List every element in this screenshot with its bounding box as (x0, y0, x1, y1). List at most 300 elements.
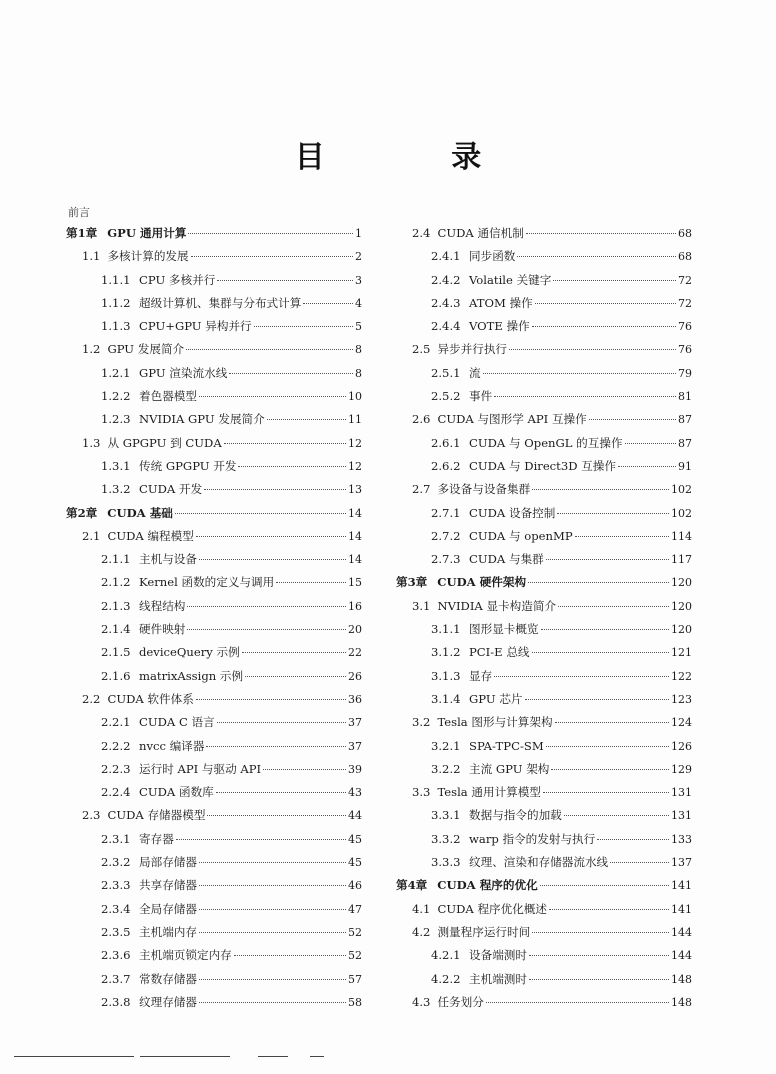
toc-entry-page: 102 (671, 506, 692, 520)
toc-entry-number: 1.1 (82, 249, 101, 264)
toc-entry-title: 测量程序运行时间 (437, 924, 531, 939)
toc-leader-dots (553, 280, 676, 281)
toc-entry-number: 3.1.3 (431, 668, 461, 683)
toc-entry-page: 10 (348, 390, 362, 404)
toc-entry-page: 148 (671, 995, 692, 1009)
toc-entry (396, 735, 692, 758)
toc-entry-title: Kernel 函数的定义与调用 (139, 575, 275, 590)
toc-leader-dots (526, 233, 676, 234)
toc-entry-number: 2.4.2 (431, 272, 461, 287)
toc-entry-page: 120 (671, 576, 692, 590)
toc-entry-number: 4.1 (412, 901, 431, 916)
toc-entry-page: 20 (348, 623, 362, 637)
toc-entry-title: CUDA 存储器模型 (107, 808, 206, 823)
toc-entry (66, 525, 362, 548)
toc-entry-title: 纹理存储器 (139, 994, 197, 1009)
toc-leader-dots (532, 652, 669, 653)
toc-leader-dots (216, 792, 346, 793)
toc-leader-dots (486, 1002, 669, 1003)
toc-leader-dots (204, 489, 346, 490)
toc-entry-title: NVIDIA GPU 发展简介 (139, 412, 265, 427)
toc-entry (396, 502, 692, 525)
toc-entry (66, 338, 362, 361)
toc-entry-page: 52 (348, 925, 362, 939)
toc-leader-dots (546, 746, 669, 747)
toc-entry-title: CUDA 程序优化概述 (437, 901, 548, 916)
toc-leader-dots (191, 256, 353, 257)
toc-entry (396, 595, 692, 618)
toc-entry-title: 传统 GPGPU 开发 (139, 458, 237, 473)
toc-entry-page: 76 (678, 343, 692, 357)
toc-entry-page: 122 (671, 669, 692, 683)
toc-entry-number: 2.6 (412, 412, 431, 427)
toc-entry-page: 46 (348, 879, 362, 893)
toc-leader-dots (175, 513, 346, 514)
toc-leader-dots (186, 349, 353, 350)
toc-entry-title: 设备端测时 (469, 948, 527, 963)
toc-left-column (66, 222, 362, 1014)
toc-entry-page: 52 (348, 949, 362, 963)
toc-entry-title: CUDA 基础 (107, 505, 173, 520)
toc-entry-title: 主流 GPU 架构 (469, 761, 550, 776)
toc-entry-title: CUDA 与 OpenGL 的互操作 (469, 435, 623, 450)
toc-entry-page: 133 (671, 832, 692, 846)
toc-entry (66, 851, 362, 874)
toc-entry (396, 525, 692, 548)
toc-leader-dots (199, 1002, 346, 1003)
toc-entry (396, 665, 692, 688)
toc-entry-number: 2.4.1 (431, 249, 461, 264)
toc-entry-page: 131 (671, 786, 692, 800)
toc-entry (66, 432, 362, 455)
toc-entry-number: 2.4.4 (431, 319, 461, 334)
toc-entry-title: Tesla 图形与计算架构 (437, 715, 553, 730)
toc-leader-dots (564, 815, 669, 816)
toc-entry-page: 4 (355, 296, 362, 310)
toc-leader-dots (535, 303, 676, 304)
toc-entry (66, 571, 362, 594)
toc-entry-number: 2.1.4 (101, 622, 131, 637)
toc-entry-number: 2.3.7 (101, 971, 131, 986)
toc-entry-page: 57 (348, 972, 362, 986)
toc-entry (66, 222, 362, 245)
toc-entry-page: 16 (348, 599, 362, 613)
toc-entry (66, 874, 362, 897)
toc-leader-dots (199, 932, 346, 933)
toc-entry (396, 315, 692, 338)
toc-leader-dots (618, 466, 676, 467)
toc-entry (396, 571, 692, 594)
toc-entry-page: 87 (678, 413, 692, 427)
toc-leader-dots (517, 256, 676, 257)
toc-entry-number: 2.7.1 (431, 505, 461, 520)
toc-entry (66, 711, 362, 734)
toc-entry-title: 局部存储器 (139, 855, 197, 870)
toc-entry-page: 68 (678, 227, 692, 240)
toc-entry-number: 1.1.3 (101, 319, 131, 334)
toc-leader-dots (546, 559, 669, 560)
toc-entry-number: 4.2 (412, 924, 431, 939)
toc-entry (396, 898, 692, 921)
toc-entry-number: 第2章 (66, 505, 98, 520)
toc-entry (396, 688, 692, 711)
toc-entry-number: 1.2.3 (101, 412, 131, 427)
toc-entry (396, 944, 692, 967)
toc-entry-number: 1.1.1 (101, 272, 131, 287)
toc-entry-number: 2.3.1 (101, 831, 131, 846)
toc-entry-number: 3.1.4 (431, 691, 461, 706)
toc-entry (396, 874, 692, 897)
toc-leader-dots (234, 955, 346, 956)
toc-entry-number: 2.4.3 (431, 295, 461, 310)
toc-entry-page: 3 (355, 273, 362, 287)
toc-entry-number: 1.2.2 (101, 389, 131, 404)
toc-entry-title: CUDA 函数库 (139, 785, 214, 800)
toc-entry (66, 455, 362, 478)
toc-leader-dots (540, 885, 669, 886)
toc-entry-title: CUDA 软件体系 (107, 691, 194, 706)
toc-entry-page: 12 (348, 459, 362, 473)
toc-entry-title: CUDA 与集群 (469, 552, 544, 567)
toc-entry (396, 758, 692, 781)
toc-entry-title: 多核计算的发展 (107, 249, 189, 264)
toc-entry-page: 123 (671, 692, 692, 706)
toc-leader-dots (199, 909, 346, 910)
toc-leader-dots (557, 513, 669, 514)
toc-entry (396, 921, 692, 944)
toc-entry (66, 828, 362, 851)
toc-entry (66, 269, 362, 292)
toc-entry-number: 2.6.2 (431, 458, 461, 473)
toc-entry (66, 618, 362, 641)
toc-entry (66, 408, 362, 431)
toc-leader-dots (267, 419, 346, 420)
toc-leader-dots (610, 862, 669, 863)
page-title: 目 录 (294, 140, 540, 175)
toc-entry-number: 2.7.2 (431, 528, 461, 543)
toc-entry-title: 超级计算机、集群与分布式计算 (139, 295, 302, 310)
toc-entry-page: 36 (348, 692, 362, 706)
toc-entry (66, 362, 362, 385)
toc-entry-page: 137 (671, 856, 692, 870)
toc-entry-number: 2.5 (412, 342, 431, 357)
toc-entry-page: 14 (348, 506, 362, 520)
toc-entry-number: 3.3 (412, 785, 431, 800)
toc-entry-title: CUDA 编程模型 (107, 528, 194, 543)
toc-entry-title: CUDA 硬件架构 (437, 575, 527, 590)
toc-leader-dots (242, 652, 346, 653)
toc-entry-title: CUDA 设备控制 (469, 505, 556, 520)
toc-entry-number: 1.1.2 (101, 295, 131, 310)
toc-entry (66, 292, 362, 315)
toc-leader-dots (529, 955, 669, 956)
toc-entry-title: 共享存储器 (139, 878, 197, 893)
toc-entry-title: 主机端测时 (469, 971, 527, 986)
toc-entry-page: 141 (671, 902, 692, 916)
toc-entry (396, 548, 692, 571)
toc-entry-title: 着色器模型 (139, 389, 197, 404)
toc-entry-number: 3.1.1 (431, 622, 461, 637)
toc-entry-number: 2.3.2 (101, 855, 131, 870)
toc-entry-number: 1.3 (82, 435, 101, 450)
toc-entry-title: GPU 渲染流水线 (139, 365, 228, 380)
toc-entry (66, 641, 362, 664)
toc-entry-title: GPU 发展简介 (107, 342, 185, 357)
toc-entry-page: 8 (355, 343, 362, 357)
toc-entry-title: 异步并行执行 (437, 342, 508, 357)
toc-entry-title: CUDA 程序的优化 (437, 878, 538, 893)
toc-leader-dots (187, 629, 346, 630)
toc-entry (66, 502, 362, 525)
toc-leader-dots (229, 373, 353, 374)
toc-leader-dots (206, 746, 346, 747)
toc-leader-dots (558, 606, 669, 607)
toc-entry-title: 同步函数 (469, 249, 516, 264)
toc-entry-title: 主机端内存 (139, 924, 197, 939)
toc-entry (396, 269, 692, 292)
toc-entry (396, 432, 692, 455)
toc-entry (396, 292, 692, 315)
toc-entry-page: 2 (355, 250, 362, 264)
toc-leader-dots (217, 722, 346, 723)
toc-entry (396, 338, 692, 361)
toc-entry (66, 944, 362, 967)
toc-leader-dots (525, 699, 669, 700)
toc-entry-number: 3.3.1 (431, 808, 461, 823)
toc-entry-number: 2.1.3 (101, 598, 131, 613)
toc-right-column (396, 222, 692, 1014)
toc-entry-title: 运行时 API 与驱动 API (139, 761, 262, 776)
toc-entry-title: NVIDIA 显卡构造简介 (437, 598, 557, 613)
toc-entry-number: 2.3.3 (101, 878, 131, 893)
toc-leader-dots (224, 443, 346, 444)
toc-entry-page: 120 (671, 599, 692, 613)
toc-leader-dots (245, 676, 346, 677)
toc-leader-dots (199, 396, 346, 397)
toc-entry (66, 478, 362, 501)
toc-entry-page: 72 (678, 296, 692, 310)
toc-leader-dots (176, 839, 346, 840)
toc-entry-page: 15 (348, 576, 362, 590)
toc-entry-page: 45 (348, 856, 362, 870)
toc-entry-page: 114 (671, 529, 692, 543)
toc-entry (396, 641, 692, 664)
toc-leader-dots (625, 443, 676, 444)
toc-entry-title: 硬件映射 (139, 622, 186, 637)
toc-entry-page: 47 (348, 902, 362, 916)
toc-entry-number: 2.7.3 (431, 552, 461, 567)
toc-entry-title: 图形显卡概览 (469, 622, 539, 637)
toc-leader-dots (549, 909, 669, 910)
toc-entry-page: 76 (678, 320, 692, 334)
toc-entry (396, 711, 692, 734)
toc-entry-number: 2.7 (412, 482, 431, 497)
toc-entry-title: 常数存储器 (139, 971, 197, 986)
toc-entry-page: 5 (355, 320, 362, 334)
toc-entry-number: 2.3.6 (101, 948, 131, 963)
toc-entry (396, 618, 692, 641)
toc-entry (396, 804, 692, 827)
toc-leader-dots (551, 769, 669, 770)
toc-entry-number: 2.4 (412, 226, 431, 240)
toc-entry (396, 991, 692, 1014)
toc-leader-dots (196, 536, 346, 537)
toc-entry-page: 117 (671, 553, 692, 567)
toc-entry-number: 3.1.2 (431, 645, 461, 660)
toc-entry-page: 144 (671, 925, 692, 939)
toc-entry-page: 81 (678, 390, 692, 404)
toc-entry-title: ATOM 操作 (469, 295, 533, 310)
toc-entry (66, 735, 362, 758)
toc-entry-title: matrixAssign 示例 (139, 668, 244, 683)
toc-entry-title: warp 指令的发射与执行 (469, 831, 596, 846)
toc-entry-page: 44 (348, 809, 362, 823)
toc-entry-page: 79 (678, 366, 692, 380)
toc-entry-page: 141 (671, 879, 692, 893)
toc-entry-title: 数据与指令的加载 (469, 808, 562, 823)
toc-entry (66, 781, 362, 804)
toc-entry-number: 2.5.1 (431, 365, 461, 380)
toc-leader-dots (254, 326, 353, 327)
toc-entry (66, 245, 362, 268)
toc-leader-dots (188, 233, 353, 234)
toc-entry-number: 2.5.2 (431, 389, 461, 404)
toc-entry-number: 第3章 (396, 575, 428, 590)
toc-entry-page: 26 (348, 669, 362, 683)
toc-leader-dots (509, 349, 676, 350)
toc-entry (66, 385, 362, 408)
toc-entry-number: 2.1.2 (101, 575, 131, 590)
toc-entry-number: 2.2.4 (101, 785, 131, 800)
toc-entry-number: 2.2.3 (101, 761, 131, 776)
toc-entry-title: GPU 通用计算 (107, 226, 187, 240)
toc-entry (396, 478, 692, 501)
toc-entry-page: 120 (671, 623, 692, 637)
toc-entry-title: 纹理、渲染和存储器流水线 (469, 855, 609, 870)
preface-label: 前言 (68, 206, 90, 219)
toc-entry (66, 921, 362, 944)
toc-entry-page: 39 (348, 762, 362, 776)
toc-entry-number: 4.2.2 (431, 971, 461, 986)
toc-entry (396, 222, 692, 245)
toc-leader-dots (589, 419, 676, 420)
toc-entry-title: deviceQuery 示例 (139, 645, 240, 660)
toc-entry-number: 1.2.1 (101, 365, 131, 380)
toc-entry-number: 第4章 (396, 878, 428, 893)
toc-entry-title: GPU 芯片 (469, 691, 523, 706)
toc-leader-dots (238, 466, 346, 467)
toc-leader-dots (187, 606, 346, 607)
toc-entry-page: 14 (348, 553, 362, 567)
toc-leader-dots (543, 792, 669, 793)
toc-leader-dots (207, 815, 346, 816)
toc-entry-number: 4.3 (412, 994, 431, 1009)
toc-leader-dots (263, 769, 346, 770)
toc-entry-title: 多设备与设备集群 (437, 482, 531, 497)
toc-entry-page: 8 (355, 366, 362, 380)
footer-rule (0, 1056, 776, 1058)
toc-entry (396, 408, 692, 431)
toc-entry-page: 124 (671, 716, 692, 730)
toc-entry-page: 91 (678, 459, 692, 473)
toc-leader-dots (494, 396, 676, 397)
toc-entry-title: 流 (469, 365, 481, 380)
toc-leader-dots (528, 582, 669, 583)
toc-entry-number: 2.3 (82, 808, 101, 823)
toc-entry-page: 22 (348, 646, 362, 660)
toc-entry-title: 寄存器 (139, 831, 174, 846)
toc-entry (66, 665, 362, 688)
toc-entry-number: 2.1.6 (101, 668, 131, 683)
toc-entry (396, 362, 692, 385)
toc-leader-dots (199, 862, 346, 863)
toc-entry (66, 991, 362, 1014)
toc-entry (396, 385, 692, 408)
toc-entry-title: CUDA 与图形学 API 互操作 (437, 412, 587, 427)
toc-entry (66, 688, 362, 711)
toc-entry-page: 144 (671, 949, 692, 963)
toc-leader-dots (555, 722, 669, 723)
toc-entry-page: 126 (671, 739, 692, 753)
toc-entry-number: 3.2.1 (431, 738, 461, 753)
toc-entry-number: 1.2 (82, 342, 101, 357)
toc-entry-page: 14 (348, 529, 362, 543)
toc-entry-page: 87 (678, 436, 692, 450)
toc-entry-page: 37 (348, 716, 362, 730)
toc-entry-page: 58 (348, 995, 362, 1009)
toc-leader-dots (199, 559, 346, 560)
toc-entry-number: 第1章 (66, 226, 98, 240)
toc-entry (396, 851, 692, 874)
toc-entry-title: 主机与设备 (139, 552, 197, 567)
toc-entry-number: 2.3.8 (101, 994, 131, 1009)
toc-entry-page: 131 (671, 809, 692, 823)
toc-leader-dots (199, 885, 346, 886)
toc-entry-page: 68 (678, 250, 692, 264)
toc-entry-number: 4.2.1 (431, 948, 461, 963)
toc-leader-dots (199, 979, 346, 980)
toc-entry-page: 12 (348, 436, 362, 450)
toc-leader-dots (529, 979, 669, 980)
toc-leader-dots (303, 303, 353, 304)
toc-entry-number: 2.2.1 (101, 715, 131, 730)
toc-entry (66, 758, 362, 781)
toc-entry (66, 968, 362, 991)
toc-entry-title: CPU+GPU 异构并行 (139, 319, 252, 334)
toc-entry (66, 898, 362, 921)
toc-leader-dots (532, 489, 669, 490)
toc-entry-title: nvcc 编译器 (139, 738, 205, 753)
toc-entry-number: 3.1 (412, 598, 431, 613)
toc-entry-number: 2.3.5 (101, 924, 131, 939)
toc-entry-title: PCI-E 总线 (469, 645, 530, 660)
toc-entry (66, 548, 362, 571)
toc-entry-page: 11 (348, 413, 362, 427)
toc-entry-number: 2.3.4 (101, 901, 131, 916)
toc-entry (396, 455, 692, 478)
toc-leader-dots (597, 839, 669, 840)
toc-entry-title: VOTE 操作 (469, 319, 530, 334)
toc-entry-title: Tesla 通用计算模型 (437, 785, 541, 800)
toc-entry-page: 72 (678, 273, 692, 287)
toc-leader-dots (217, 280, 353, 281)
toc-leader-dots (532, 932, 669, 933)
toc-entry-title: 全局存储器 (139, 901, 197, 916)
toc-entry-title: CUDA 通信机制 (437, 226, 524, 240)
toc-entry (396, 828, 692, 851)
toc-entry-number: 2.2 (82, 691, 101, 706)
toc-entry-number: 3.2.2 (431, 761, 461, 776)
